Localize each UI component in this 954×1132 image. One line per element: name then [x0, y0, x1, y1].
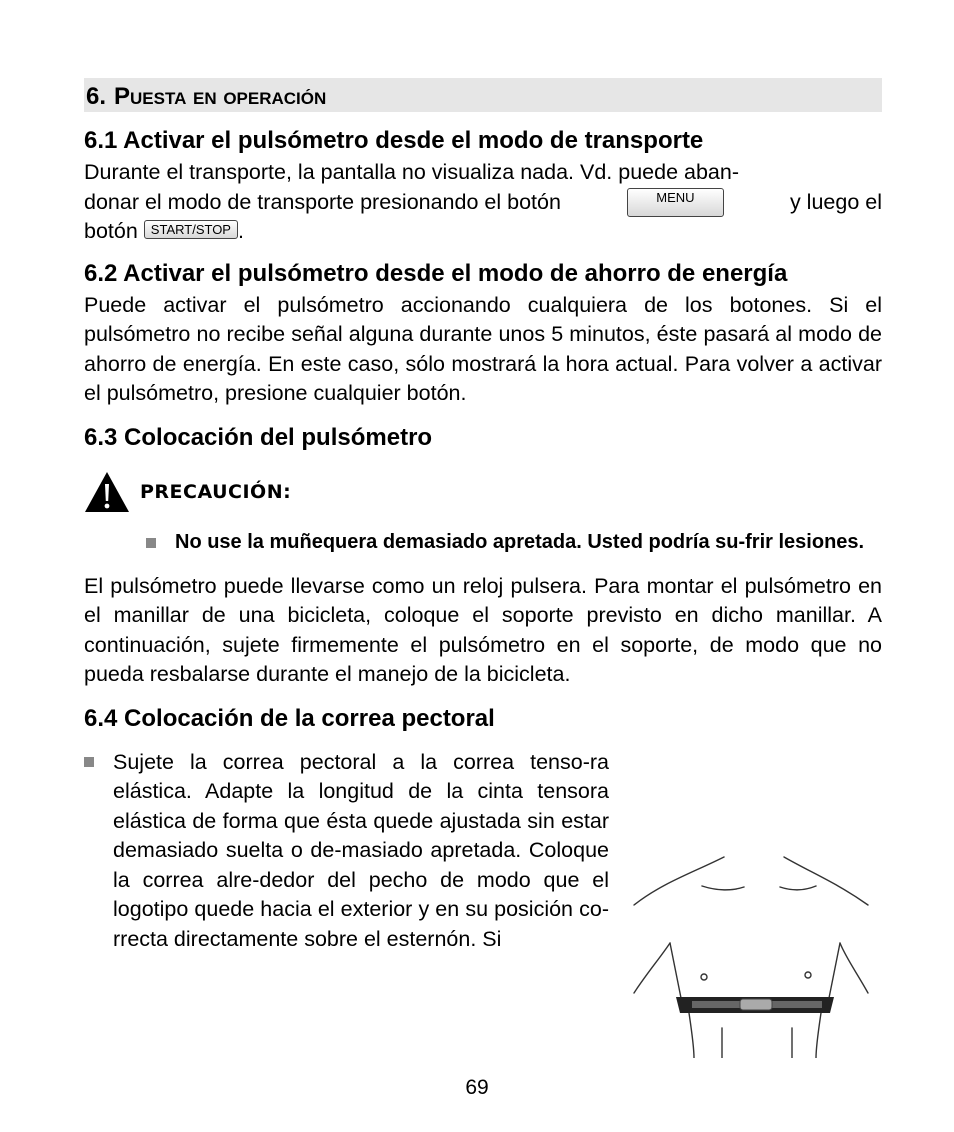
warning-header: [84, 471, 882, 513]
warning-item: [146, 529, 882, 556]
warning-label: PRECAUCIÓN:: [140, 480, 292, 503]
section-6-4-title: 6.4 Colocación de la correa pectoral: [84, 704, 495, 732]
section-6-1-text: y luego el: [789, 189, 882, 214]
section-6-1-text: botón: [84, 219, 138, 243]
chest-strap-illustration: [632, 853, 872, 1058]
chapter-heading: [84, 78, 882, 112]
section-6-2-body: Puede activar el pulsómetro accionando cualquiera de los botones. Si el pulsómetro no recibe señal alguna durante unos 5 minutos, éste pasará al modo de ahorro de energía. En este caso, sólo mostrará la hora actual. Para volver a activar el pulsómetro, presione cualquier botón.: [84, 292, 882, 405]
section-6-1-text: donar el modo de transporte presionando el botón: [84, 189, 561, 214]
section-6-1-title: 6.1 Activar el pulsómetro desde el modo de transporte: [84, 127, 704, 154]
start-stop-button-icon: START/STOP: [144, 220, 238, 239]
menu-button-icon: MENU: [627, 188, 723, 218]
section-6-4-item-text: Sujete la correa pectoral a la correa tenso-ra elástica. Adapte la longitud de la cinta tensora elástica de forma que ésta quede ajustada sin estar demasiado suelta o de-masiado apretada. Coloque la correa alre-dedor del pecho de modo que el logotipo quede hacia el exterior y en su posición co-rrecta directamente sobre el esternón. Si: [113, 749, 609, 951]
page-number: 69: [465, 1076, 489, 1099]
section-6-1-line3: [84, 217, 882, 247]
section-6-3-body: El pulsómetro puede llevarse como un reloj pulsera. Para montar el pulsómetro en el manillar de una bicicleta, coloque el soporte previsto en dicho manillar. A continuación, sujete firmemente el pulsómetro en el soporte, de modo que no pueda resbalarse durante el manejo de la bicicleta.: [84, 573, 882, 686]
section-6-3-title: 6.3 Colocación del pulsómetro: [84, 423, 433, 451]
chapter-number: 6.: [86, 83, 107, 110]
section-6-1-line1: Durante el transporte, la pantalla no visualiza nada. Vd. puede aban-: [84, 160, 739, 184]
chapter-title: Puesta en operación: [114, 83, 327, 110]
section-6-2-title: 6.2 Activar el pulsómetro desde el modo de ahorro de energía: [84, 259, 788, 287]
section-6-4-item: [84, 748, 609, 955]
page-content: [84, 78, 882, 954]
square-bullet-icon: [84, 757, 94, 767]
section-6-1-line2: [84, 188, 882, 218]
section-6-1-text: .: [237, 219, 244, 243]
square-bullet-icon: [146, 538, 156, 548]
warning-triangle-icon: [84, 471, 130, 513]
warning-item-text: No use la muñequera demasiado apretada. Usted podría su-frir lesiones.: [175, 530, 865, 553]
